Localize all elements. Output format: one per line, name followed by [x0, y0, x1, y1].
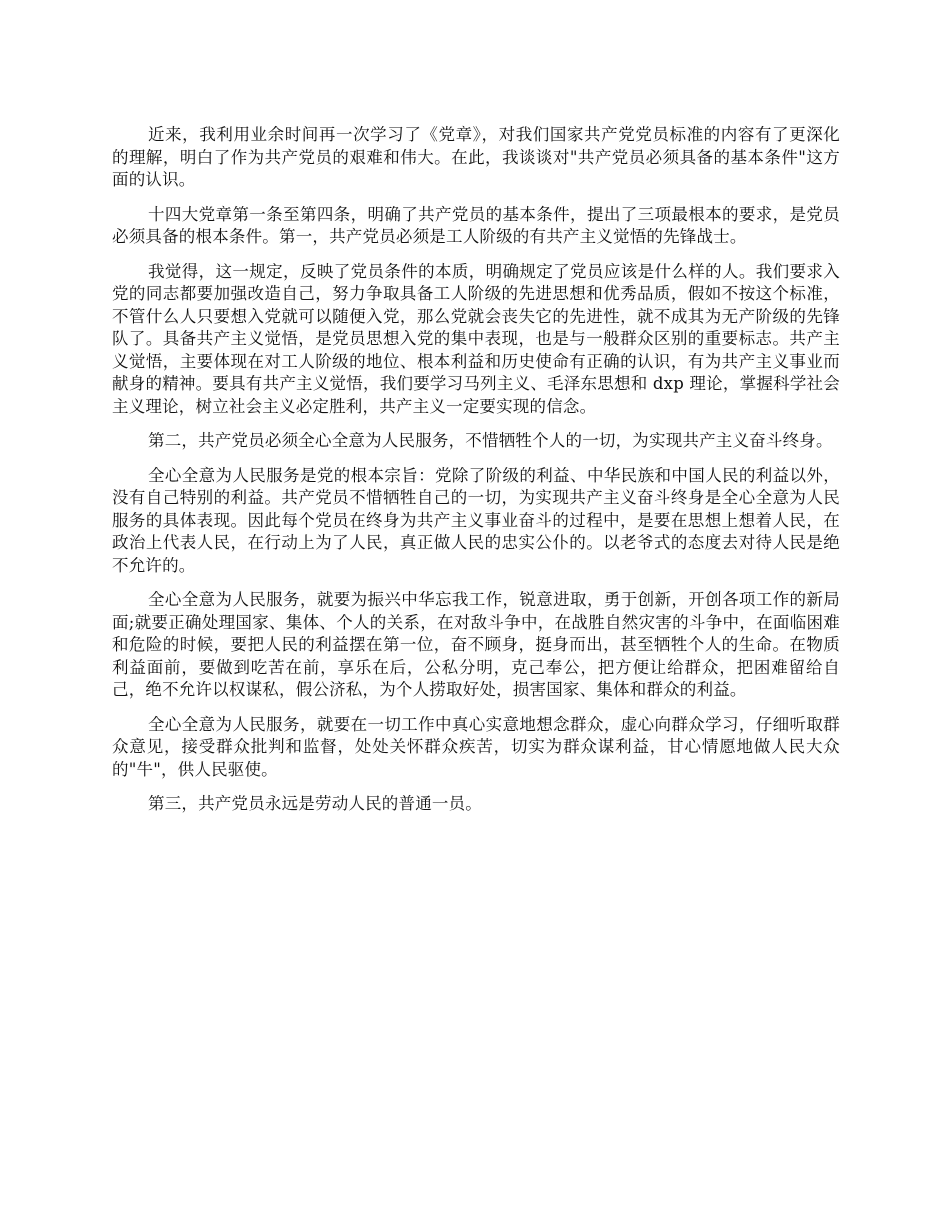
paragraph-3: 我觉得，这一规定，反映了党员条件的本质，明确规定了党员应该是什么样的人。我们要求入党的同志都要加强改造自己，努力争取具备工人阶级的先进思想和优秀品质，假如不按这个标准，不管什么人只要想入党就可以随便入党，那么党就会丧失它的先进性，就不成其为无产阶级的先锋队了。具备共产主义觉悟，是党员思想入党的集中表现，也是与一般群众区别的重要标志。共产主义觉悟，主要体现在对工人阶级的地位、根本利益和历史使命有正确的认识，有为共产主义事业而献身的精神。要具有共产主义觉悟，我们要学习马列主义、毛泽东思想和 dxp 理论，掌握科学社会主义理论，树立社会主义必定胜利，共产主义一定要实现的信念。	[112, 261, 840, 416]
paragraph-8: 第三，共产党员永远是劳动人民的普通一员。	[148, 794, 482, 813]
paragraph-5: 全心全意为人民服务是党的根本宗旨：党除了阶级的利益、中华民族和中国人民的利益以外，没有自己特别的利益。共产党员不惜牺牲自己的一切，为实现共产主义奋斗终身是全心全意为人民服务的具体表现。因此每个党员在终身为共产主义事业奋斗的过程中，是要在思想上想着人民，在政治上代表人民，在行动上为了人民，真正做人民的忠实公仆的。以老爷式的态度去对待人民是绝不允许的。	[112, 465, 840, 575]
document-body	[112, 124, 840, 828]
paragraph-6: 全心全意为人民服务，就要为振兴中华忘我工作，锐意进取，勇于创新，开创各项工作的新局面;就要正确处理国家、集体、个人的关系，在对敌斗争中，在战胜自然灾害的斗争中，在面临困难和危险的时候，要把人民的利益摆在第一位，奋不顾身，挺身而出，甚至牺牲个人的生命。在物质利益面前，要做到吃苦在前，享乐在后，公私分明，克己奉公，把方便让给群众，把困难留给自己，绝不允许以权谋私，假公济私，为个人捞取好处，损害国家、集体和群众的利益。	[112, 590, 840, 699]
paragraph-1: 近来，我利用业余时间再一次学习了《党章》，对我们国家共产党党员标准的内容有了更深化的理解，明白了作为共产党员的艰难和伟大。在此，我谈谈对"共产党员必须具备的基本条件"这方面的认识。	[112, 125, 840, 189]
paragraph-7: 全心全意为人民服务，就要在一切工作中真心实意地想念群众，虚心向群众学习，仔细听取群众意见，接受群众批判和监督，处处关怀群众疾苦，切实为群众谋利益，甘心情愿地做人民大众的"牛"，供人民驱使。	[112, 714, 840, 779]
paragraph-4: 第二，共产党员必须全心全意为人民服务，不惜牺牲个人的一切，为实现共产主义奋斗终身。	[148, 431, 833, 450]
paragraph-2: 十四大党章第一条至第四条，明确了共产党员的基本条件，提出了三项最根本的要求，是党员必须具备的根本条件。第一，共产党员必须是工人阶级的有共产主义觉悟的先锋战士。	[112, 204, 840, 246]
